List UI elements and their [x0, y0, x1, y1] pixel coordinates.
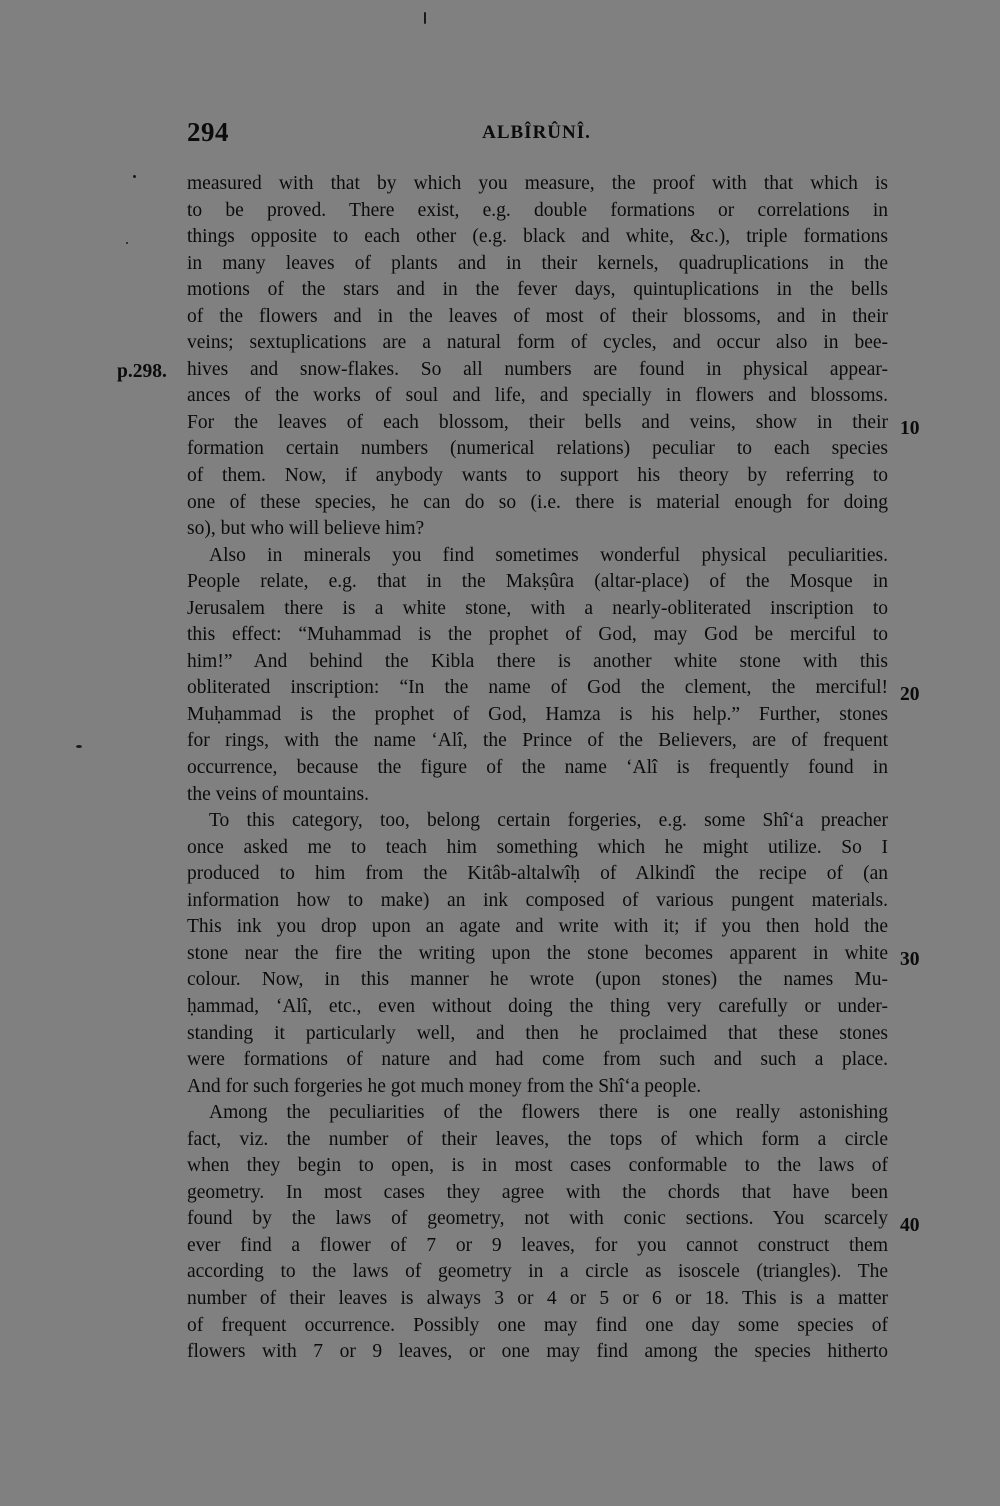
- page-number: 294: [187, 117, 229, 147]
- text-line: And for such forgeries he got much money from the Shî‘a people.: [187, 1075, 702, 1097]
- body-text: [187, 171, 888, 1366]
- text-line: number of their leaves is always 3 or 4 or 5 or 6 or 18. This is a matter: [187, 1287, 888, 1309]
- text-line: formation certain numbers (numerical relations) peculiar to each species: [187, 438, 888, 460]
- text-line: This ink you drop upon an agate and write with it; if you then hold the: [187, 916, 888, 938]
- text-line: of the flowers and in the leaves of most of their blossoms, and in their: [187, 305, 888, 327]
- text-line: one of these species, he can do so (i.e. there is material enough for doing: [187, 491, 888, 513]
- running-title: ALBÎRÛNÎ.: [482, 122, 591, 143]
- text-line: of them. Now, if anybody wants to support his theory by referring to: [187, 465, 888, 487]
- text-line: veins; sextuplications are a natural form of cycles, and occur also in bee-: [187, 332, 888, 354]
- text-line: standing it particularly well, and then he proclaimed that these stones: [187, 1022, 888, 1044]
- text-line: for rings, with the name ‘Alî, the Prince of the Believers, are of frequent: [187, 730, 888, 752]
- scan-speck: [126, 242, 128, 244]
- text-line: produced to him from the Kitâb-altalwîḥ of Alkindî the recipe of (an: [187, 863, 888, 885]
- text-line: occurrence, because the figure of the name ‘Alî is frequently found in: [187, 757, 888, 779]
- line-number-40: 40: [900, 1215, 920, 1236]
- text-line: so), but who will believe him?: [187, 518, 425, 540]
- text-line: geometry. In most cases they agree with the chords that have been: [187, 1181, 888, 1203]
- text-line: Muḥammad is the prophet of God, Hamza is his help.” Further, stones: [187, 703, 888, 725]
- text-line: things opposite to each other (e.g. black and white, &c.), triple formations: [187, 226, 888, 248]
- text-line: Also in minerals you find sometimes wonderful physical peculiarities.: [209, 544, 888, 566]
- text-line: the veins of mountains.: [187, 783, 369, 805]
- scan-speck: [76, 745, 82, 748]
- text-line: to be proved. There exist, e.g. double formations or correlations in: [187, 199, 888, 221]
- scan-speck: [133, 175, 136, 178]
- text-line: information how to make) an ink composed of various pungent materials.: [187, 889, 888, 911]
- text-line: For the leaves of each blossom, their bells and veins, show in their: [187, 411, 888, 433]
- text-line: ances of the works of soul and life, and specially in flowers and blossoms.: [187, 385, 888, 407]
- text-line: were formations of nature and had come from such and such a place.: [187, 1049, 888, 1071]
- text-line: Among the peculiarities of the flowers there is one really astonishing: [209, 1102, 888, 1124]
- text-line: fact, viz. the number of their leaves, the tops of which form a circle: [187, 1128, 888, 1150]
- text-line: once asked me to teach him something which he might utilize. So I: [187, 836, 888, 858]
- text-line: ḥammad, ‘Alî, etc., even without doing the thing very carefully or under-: [187, 995, 888, 1017]
- text-line: Jerusalem there is a white stone, with a nearly-obliterated inscription to: [187, 597, 888, 619]
- text-line: hives and snow-flakes. So all numbers are found in physical appear-: [187, 358, 888, 380]
- text-line: stone near the fire the writing upon the stone becomes apparent in white: [187, 942, 888, 964]
- text-line: motions of the stars and in the fever days, quintuplications in the bells: [187, 279, 888, 301]
- text-line: him!” And behind the Kibla there is another white stone with this: [187, 650, 888, 672]
- text-line: according to the laws of geometry in a circle as isoscele (triangles). The: [187, 1261, 888, 1283]
- text-line: found by the laws of geometry, not with conic sections. You scarcely: [187, 1208, 888, 1230]
- text-line: ever find a flower of 7 or 9 leaves, for you cannot construct them: [187, 1234, 888, 1256]
- text-line: of frequent occurrence. Possibly one may find one day some species of: [187, 1314, 888, 1336]
- text-line: in many leaves of plants and in their kernels, quadruplications in the: [187, 252, 888, 274]
- scan-speck: [424, 12, 426, 24]
- line-number-30: 30: [900, 949, 920, 970]
- margin-reference: p.298.: [117, 361, 167, 382]
- text-line: measured with that by which you measure, the proof with that which is: [187, 173, 888, 194]
- text-line: To this category, too, belong certain forgeries, e.g. some Shî‘a preacher: [209, 810, 888, 832]
- text-line: flowers with 7 or 9 leaves, or one may find among the species hitherto: [187, 1341, 888, 1363]
- text-line: when they begin to open, is in most cases conformable to the laws of: [187, 1155, 888, 1177]
- text-line: People relate, e.g. that in the Makṣûra (altar-place) of the Mosque in: [187, 571, 888, 593]
- line-number-10: 10: [900, 418, 920, 439]
- text-line: obliterated inscription: “In the name of God the clement, the merciful!: [187, 677, 888, 699]
- line-number-20: 20: [900, 684, 920, 705]
- text-line: this effect: “Muhammad is the prophet of God, may God be merciful to: [187, 624, 888, 646]
- text-line: colour. Now, in this manner he wrote (upon stones) the names Mu-: [187, 969, 888, 991]
